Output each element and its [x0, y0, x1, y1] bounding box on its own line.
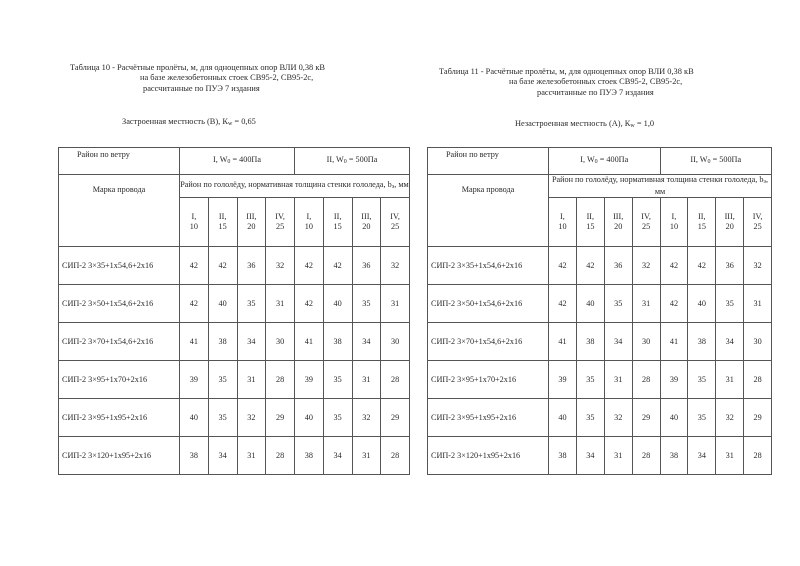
ice-column-header — [295, 198, 324, 247]
ice-column-thickness: 25 — [641, 222, 651, 231]
ice-column-header — [576, 198, 604, 247]
wire-mark-cell: СИП-2 3×120+1х95+2х16 — [59, 437, 180, 475]
span-value-cell: 32 — [266, 247, 295, 285]
span-value-cell: 42 — [688, 247, 716, 285]
span-value-cell: 35 — [716, 285, 744, 323]
span-value-cell: 34 — [208, 437, 237, 475]
span-value-cell: 31 — [237, 437, 266, 475]
ice-column-header — [266, 198, 295, 247]
span-value-cell: 32 — [716, 399, 744, 437]
wire-mark-cell: СИП-2 3×95+1х70+2х16 — [428, 361, 549, 399]
ice-column-region: I, — [306, 212, 312, 221]
span-value-cell: 28 — [632, 361, 660, 399]
ice-column-region: II, — [218, 212, 227, 221]
span-value-cell: 28 — [381, 437, 410, 475]
ice-column-region: I, — [191, 212, 197, 221]
header-row-ice — [59, 175, 410, 198]
caption-line-3: рассчитанные по ПУЭ 7 издания — [537, 87, 654, 97]
ice-column-thickness: 10 — [669, 222, 679, 231]
span-value-cell: 39 — [660, 361, 688, 399]
terrain-label: Незастроенная местность (А), К — [515, 119, 631, 128]
ice-column-thickness: 25 — [276, 222, 285, 231]
ice-column-header — [688, 198, 716, 247]
ice-column-region: IV, — [275, 212, 285, 221]
ice-column-thickness: 20 — [362, 222, 371, 231]
ice-column-region: III, — [361, 212, 372, 221]
ice-column-thickness: 15 — [586, 222, 595, 231]
ice-column-header — [381, 198, 410, 247]
span-value-cell: 34 — [604, 323, 632, 361]
terrain-value: = 0,65 — [232, 117, 256, 126]
table-row — [59, 247, 410, 285]
table-row — [59, 399, 410, 437]
span-value-cell: 40 — [549, 399, 577, 437]
span-value-cell: 34 — [352, 323, 381, 361]
header-row-wind — [59, 148, 410, 175]
span-value-cell: 32 — [381, 247, 410, 285]
wire-mark-cell: СИП-2 3×95+1х95+2х16 — [428, 399, 549, 437]
ice-column-region: II, — [333, 212, 342, 221]
span-value-cell: 28 — [381, 361, 410, 399]
wire-mark-cell: СИП-2 3×70+1х54,6+2х16 — [59, 323, 180, 361]
span-value-cell: 31 — [716, 437, 744, 475]
table-row — [59, 361, 410, 399]
table-row — [428, 247, 772, 285]
span-value-cell: 31 — [632, 285, 660, 323]
ice-column-thickness: 25 — [391, 222, 400, 231]
wind-group-2-sub: 0 — [707, 159, 711, 165]
span-value-cell: 41 — [660, 323, 688, 361]
span-value-cell: 42 — [660, 247, 688, 285]
span-value-cell: 38 — [549, 437, 577, 475]
span-value-cell: 40 — [323, 285, 352, 323]
caption-line-2: на базе железобетонных стоек СВ95-2, СВ95-2с, — [509, 77, 683, 87]
ice-column-thickness: 25 — [753, 222, 762, 231]
ice-column-thickness: 20 — [725, 222, 734, 231]
span-value-cell: 31 — [352, 361, 381, 399]
ice-column-thickness: 15 — [697, 222, 706, 231]
ice-column-header — [660, 198, 688, 247]
wind-group-1-sub: 0 — [227, 159, 231, 165]
span-value-cell: 35 — [688, 399, 716, 437]
wire-mark-cell: СИП-2 3×50+1х54,6+2х16 — [428, 285, 549, 323]
ice-region-label: Район по гололёду, нормативная толщина стенки гололеда, b — [180, 180, 392, 189]
span-value-cell: 29 — [266, 399, 295, 437]
ice-column-region: IV, — [752, 212, 763, 221]
wind-group-1-sub: 0 — [594, 159, 598, 165]
ice-column-region: II, — [586, 212, 595, 221]
terrain-type — [58, 117, 410, 127]
span-value-cell: 35 — [323, 399, 352, 437]
span-value-cell: 34 — [716, 323, 744, 361]
wind-group-1-header — [549, 148, 661, 175]
span-value-cell: 35 — [208, 399, 237, 437]
span-value-cell: 41 — [549, 323, 577, 361]
ice-column-header — [744, 198, 772, 247]
span-value-cell: 42 — [295, 247, 324, 285]
wind-group-1-suffix: = 400Па — [230, 155, 261, 164]
ice-column-thickness: 15 — [218, 222, 227, 231]
ice-column-header — [352, 198, 381, 247]
caption-line-1: Таблица 10 - Расчётные пролёты, м, для одноцепных опор ВЛИ 0,38 кВ — [70, 63, 325, 72]
span-value-cell: 40 — [660, 399, 688, 437]
span-value-cell: 42 — [549, 247, 577, 285]
span-value-cell: 31 — [381, 285, 410, 323]
span-value-cell: 39 — [295, 361, 324, 399]
span-value-cell: 29 — [632, 399, 660, 437]
span-value-cell: 32 — [632, 247, 660, 285]
ice-column-header — [180, 198, 209, 247]
span-value-cell: 32 — [237, 399, 266, 437]
wind-group-2-suffix: = 500Па — [710, 155, 742, 164]
ice-column-thickness: 15 — [333, 222, 342, 231]
span-value-cell: 40 — [208, 285, 237, 323]
ice-region-sub: э — [763, 179, 766, 185]
caption-line-2: на базе железобетонных стоек СВ95-2, СВ95-2с, — [140, 73, 314, 83]
table-row — [428, 399, 772, 437]
ice-column-region: III, — [246, 212, 257, 221]
span-value-cell: 31 — [352, 437, 381, 475]
span-value-cell: 34 — [323, 437, 352, 475]
ice-region-header — [549, 175, 772, 198]
table-row — [59, 323, 410, 361]
span-value-cell: 28 — [266, 361, 295, 399]
wind-group-1-prefix: I, W — [580, 155, 595, 164]
span-value-cell: 42 — [295, 285, 324, 323]
ice-region-header — [180, 175, 410, 198]
ice-column-thickness: 10 — [189, 222, 198, 231]
span-value-cell: 28 — [632, 437, 660, 475]
wind-group-2-prefix: II, W — [690, 155, 708, 164]
span-value-cell: 38 — [576, 323, 604, 361]
caption-line-1: Таблица 11 - Расчётные пролёты, м, для одноцепных опор ВЛИ 0,38 кВ — [439, 67, 694, 76]
table-caption — [427, 67, 772, 98]
span-value-cell: 42 — [180, 285, 209, 323]
wire-mark-header: Марка провода — [428, 175, 549, 247]
wind-group-2-header — [660, 148, 772, 175]
terrain-type — [427, 119, 772, 129]
span-value-cell: 34 — [237, 323, 266, 361]
ice-column-thickness: 20 — [614, 222, 623, 231]
span-value-cell: 36 — [716, 247, 744, 285]
span-value-cell: 35 — [576, 361, 604, 399]
span-value-cell: 31 — [237, 361, 266, 399]
wind-group-1-header — [180, 148, 295, 175]
ice-column-region: I, — [560, 212, 565, 221]
ice-region-sub: э — [391, 184, 395, 190]
wind-group-2-suffix: = 500Па — [346, 155, 378, 164]
ice-column-region: II, — [698, 212, 706, 221]
table-caption — [58, 63, 410, 94]
span-value-cell: 35 — [323, 361, 352, 399]
span-value-cell: 31 — [744, 285, 772, 323]
wind-group-2-prefix: II, W — [326, 155, 344, 164]
spans-table — [58, 147, 410, 475]
span-value-cell: 32 — [604, 399, 632, 437]
wind-group-1-prefix: I, W — [213, 155, 228, 164]
caption-line-3: рассчитанные по ПУЭ 7 издания — [143, 83, 260, 93]
span-value-cell: 36 — [352, 247, 381, 285]
span-value-cell: 42 — [208, 247, 237, 285]
span-value-cell: 38 — [688, 323, 716, 361]
wind-group-1-suffix: = 400Па — [597, 155, 629, 164]
span-value-cell: 36 — [604, 247, 632, 285]
span-value-cell: 30 — [632, 323, 660, 361]
ice-region-label: Район по гололёду, нормативная толщина стенки гололеда, b — [551, 175, 764, 184]
span-value-cell: 42 — [576, 247, 604, 285]
span-value-cell: 35 — [604, 285, 632, 323]
span-value-cell: 35 — [352, 285, 381, 323]
terrain-subscript: w — [227, 121, 233, 127]
ice-column-region: I, — [671, 212, 677, 221]
ice-column-region: III, — [724, 212, 735, 221]
wire-mark-cell: СИП-2 3×35+1х54,6+2х16 — [59, 247, 180, 285]
span-value-cell: 35 — [208, 361, 237, 399]
ice-column-thickness: 20 — [247, 222, 256, 231]
terrain-value: = 1,0 — [634, 119, 655, 128]
span-value-cell: 31 — [604, 361, 632, 399]
table-row — [59, 285, 410, 323]
span-value-cell: 42 — [660, 285, 688, 323]
wire-mark-cell: СИП-2 3×70+1х54,6+2х16 — [428, 323, 549, 361]
ice-region-unit: , мм — [654, 175, 769, 196]
span-value-cell: 42 — [180, 247, 209, 285]
span-value-cell: 28 — [744, 437, 772, 475]
span-value-cell: 42 — [549, 285, 577, 323]
span-value-cell: 29 — [381, 399, 410, 437]
span-value-cell: 40 — [295, 399, 324, 437]
span-value-cell: 35 — [576, 399, 604, 437]
table-row — [428, 323, 772, 361]
wire-mark-cell: СИП-2 3×120+1х95+2х16 — [428, 437, 549, 475]
span-value-cell: 38 — [660, 437, 688, 475]
wire-mark-cell: СИП-2 3×95+1х95+2х16 — [59, 399, 180, 437]
span-value-cell: 41 — [180, 323, 209, 361]
wire-mark-cell: СИП-2 3×50+1х54,6+2х16 — [59, 285, 180, 323]
ice-column-header — [716, 198, 744, 247]
ice-column-header — [549, 198, 577, 247]
ice-column-header — [208, 198, 237, 247]
wind-region-header: Район по ветру — [59, 148, 180, 175]
ice-column-thickness: 10 — [558, 222, 567, 231]
span-value-cell: 32 — [744, 247, 772, 285]
span-value-cell: 38 — [208, 323, 237, 361]
ice-column-thickness: 10 — [304, 222, 313, 231]
header-row-ice — [428, 175, 772, 198]
spans-table — [427, 147, 772, 475]
ice-region-unit: , мм — [394, 180, 409, 189]
span-value-cell: 35 — [688, 361, 716, 399]
ice-column-region: IV, — [641, 212, 651, 221]
table-row — [428, 437, 772, 475]
span-value-cell: 38 — [323, 323, 352, 361]
span-value-cell: 31 — [604, 437, 632, 475]
ice-column-region: III, — [613, 212, 624, 221]
terrain-subscript: w — [630, 123, 635, 129]
table-row — [59, 437, 410, 475]
span-value-cell: 34 — [576, 437, 604, 475]
span-value-cell: 42 — [323, 247, 352, 285]
span-value-cell: 35 — [237, 285, 266, 323]
span-value-cell: 29 — [744, 399, 772, 437]
span-value-cell: 39 — [180, 361, 209, 399]
span-value-cell: 41 — [295, 323, 324, 361]
terrain-label: Застроенная местность (В), К — [122, 117, 228, 126]
span-value-cell: 39 — [549, 361, 577, 399]
span-value-cell: 40 — [180, 399, 209, 437]
span-value-cell: 28 — [266, 437, 295, 475]
table-row — [428, 285, 772, 323]
header-row-wind — [428, 148, 772, 175]
wind-group-2-header — [295, 148, 410, 175]
span-value-cell: 34 — [688, 437, 716, 475]
ice-column-header — [237, 198, 266, 247]
ice-column-header — [632, 198, 660, 247]
wire-mark-header: Марка провода — [59, 175, 180, 247]
wind-group-2-sub: 0 — [343, 159, 347, 165]
ice-column-header — [323, 198, 352, 247]
span-value-cell: 40 — [576, 285, 604, 323]
span-value-cell: 40 — [688, 285, 716, 323]
wind-region-header: Район по ветру — [428, 148, 549, 175]
span-value-cell: 31 — [266, 285, 295, 323]
span-value-cell: 30 — [266, 323, 295, 361]
span-value-cell: 31 — [716, 361, 744, 399]
span-value-cell: 28 — [744, 361, 772, 399]
span-value-cell: 38 — [180, 437, 209, 475]
span-value-cell: 30 — [744, 323, 772, 361]
table-row — [428, 361, 772, 399]
wire-mark-cell: СИП-2 3×95+1х70+2х16 — [59, 361, 180, 399]
span-value-cell: 30 — [381, 323, 410, 361]
span-value-cell: 32 — [352, 399, 381, 437]
ice-column-region: IV, — [390, 212, 400, 221]
ice-column-header — [604, 198, 632, 247]
span-value-cell: 36 — [237, 247, 266, 285]
span-value-cell: 38 — [295, 437, 324, 475]
wire-mark-cell: СИП-2 3×35+1х54,6+2х16 — [428, 247, 549, 285]
